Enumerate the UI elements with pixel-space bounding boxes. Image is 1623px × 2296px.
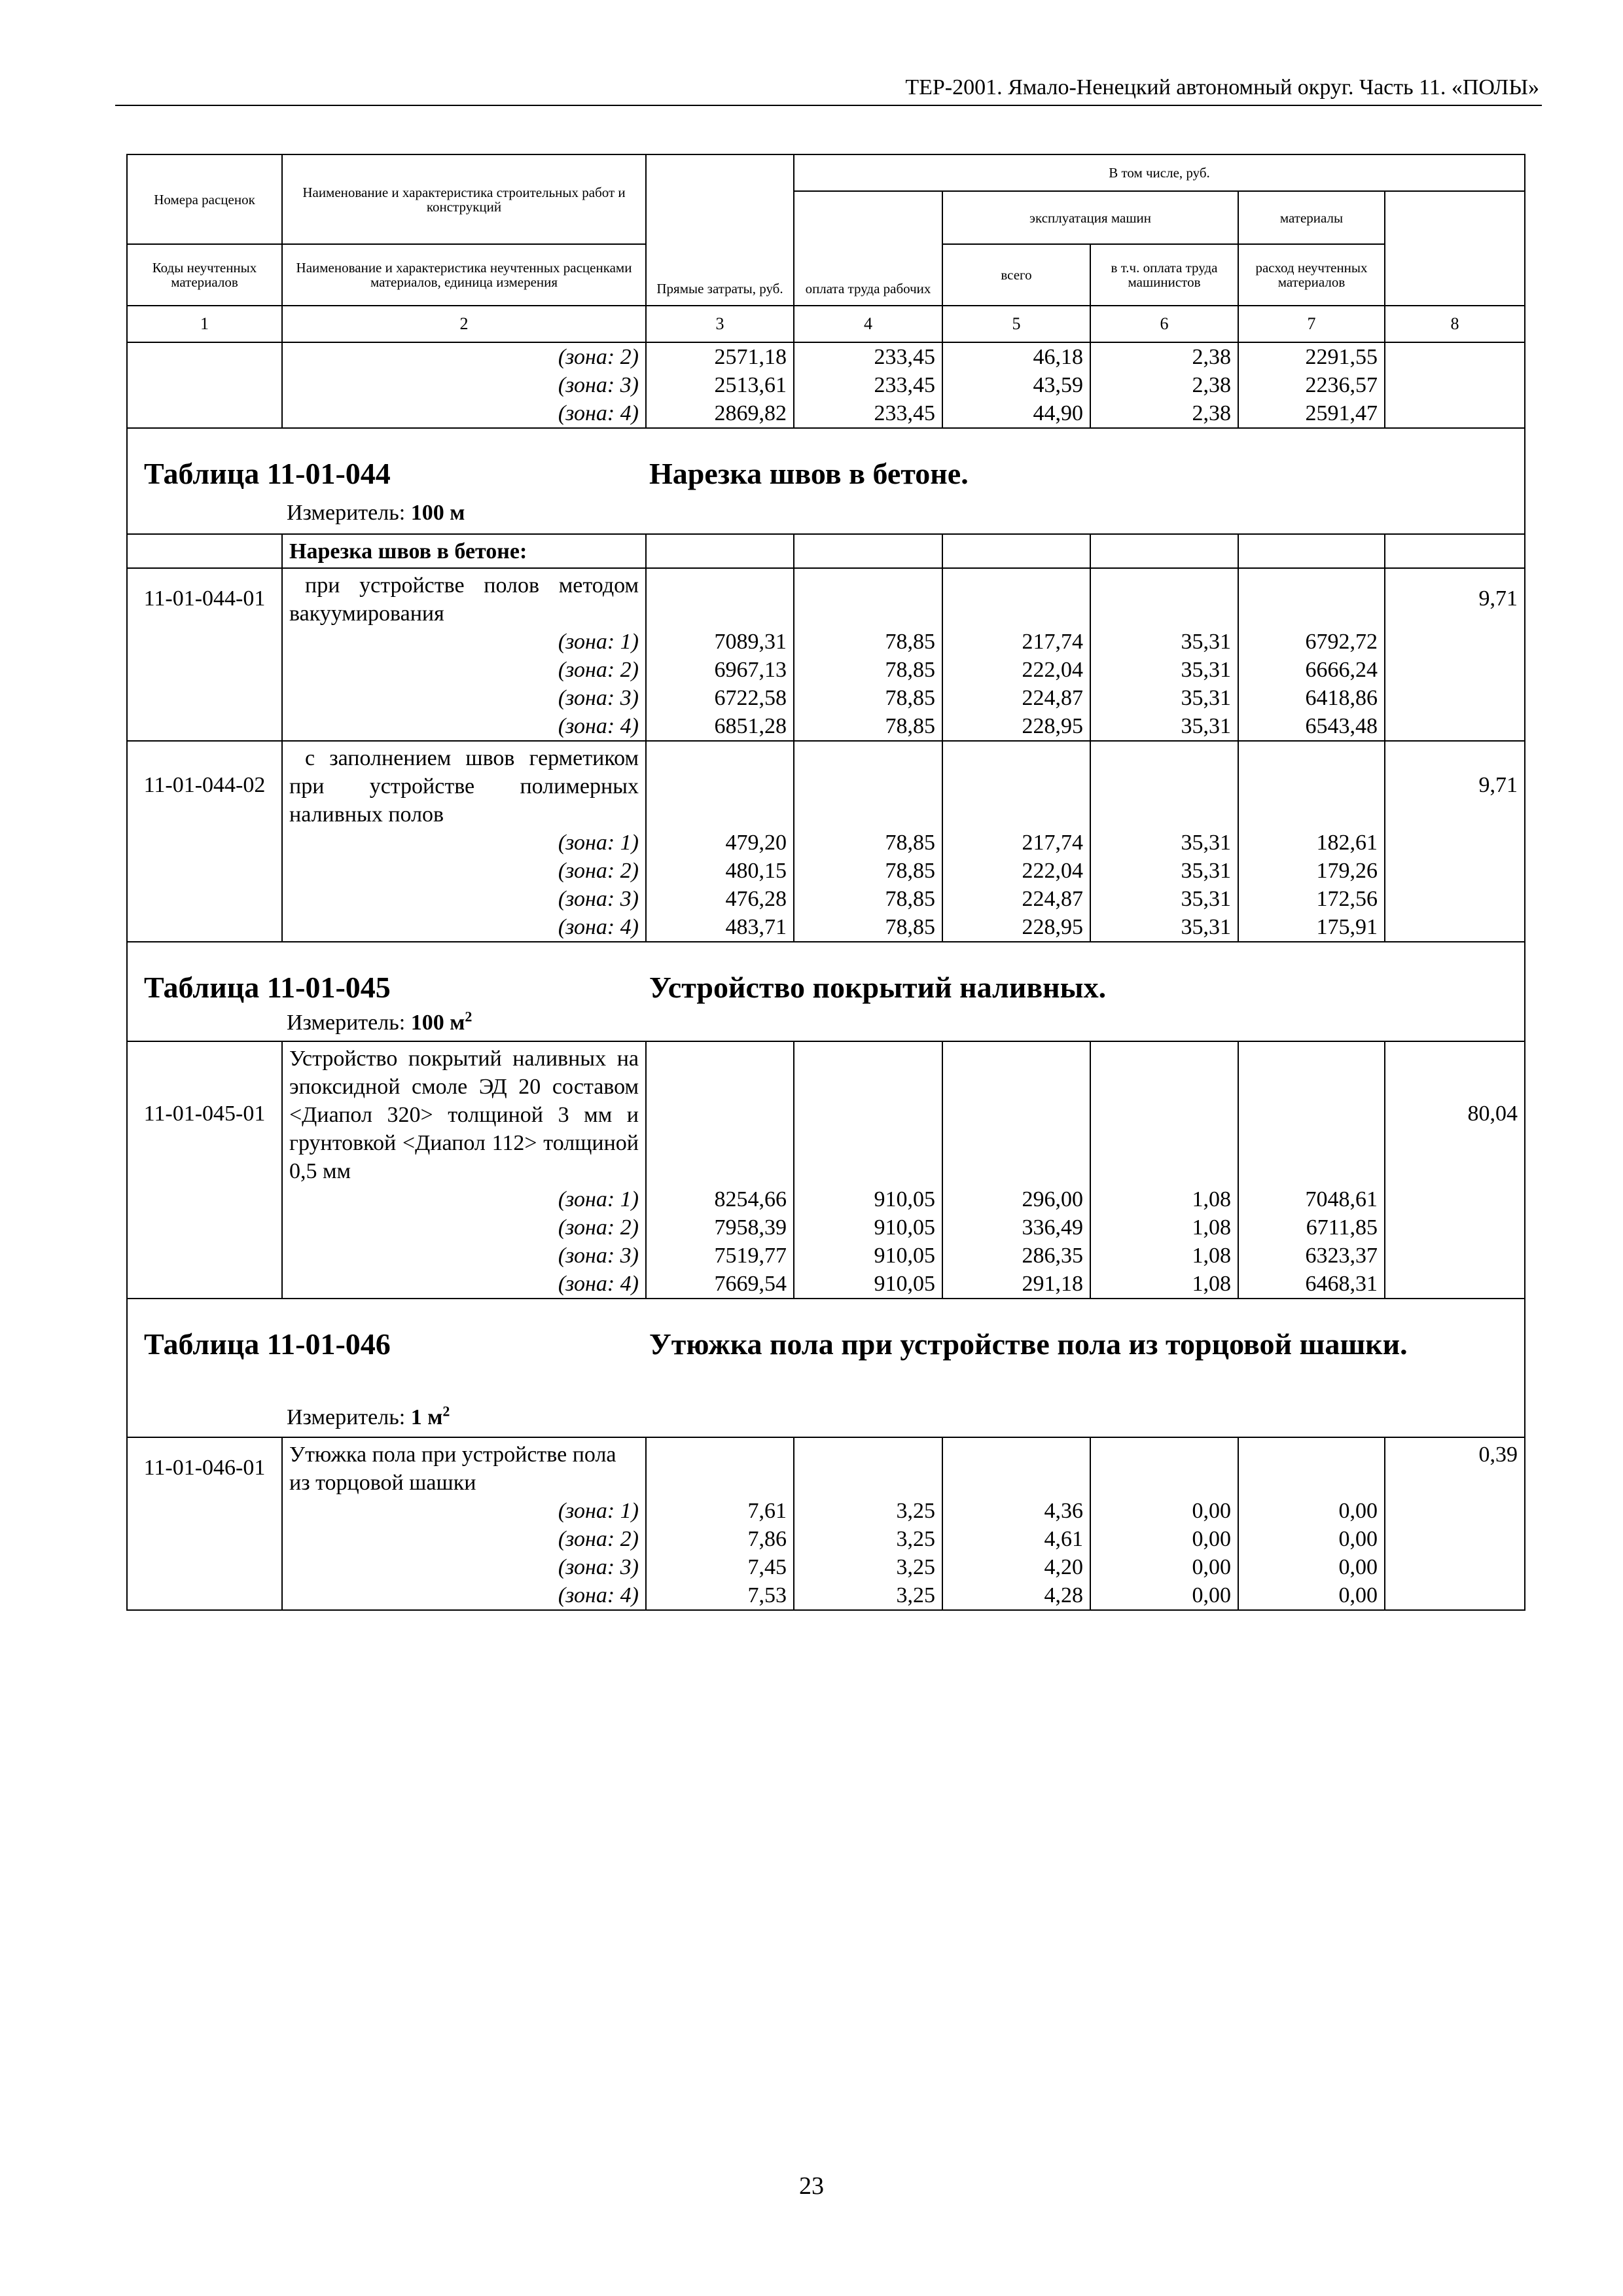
zone-row	[127, 628, 1525, 656]
materials-cost: 0,00	[1238, 1497, 1385, 1525]
head-machinists-pay: в т.ч. оплата труда машинистов	[1090, 244, 1238, 306]
table-head	[127, 154, 1525, 342]
zone-row	[127, 1242, 1525, 1270]
head-labor-pay: оплата труда рабочих	[794, 191, 942, 306]
zone-label: (зона: 4)	[282, 913, 646, 942]
zone-row	[127, 1213, 1525, 1242]
zone-label: (зона: 4)	[282, 712, 646, 741]
labor-pay: 3,25	[794, 1497, 942, 1525]
machines-total: 44,90	[942, 399, 1090, 428]
machines-total: 217,74	[942, 829, 1090, 857]
direct-cost: 483,71	[646, 913, 794, 942]
materials-cost: 6418,86	[1238, 684, 1385, 712]
materials-cost: 0,00	[1238, 1553, 1385, 1581]
col-number: 5	[942, 306, 1090, 342]
zone-row	[127, 1581, 1525, 1610]
zone-row	[127, 913, 1525, 942]
col-number: 3	[646, 306, 794, 342]
zone-row	[127, 342, 1525, 371]
col-number: 6	[1090, 306, 1238, 342]
section-11-01-045	[127, 942, 1525, 1299]
materials-cost: 6323,37	[1238, 1242, 1385, 1270]
rate-code: 11-01-044-01	[127, 568, 282, 628]
zone-row	[127, 371, 1525, 399]
machinists-pay: 2,38	[1090, 371, 1238, 399]
labor-pay: 78,85	[794, 913, 942, 942]
rate-description: Утюжка пола при устройстве пола из торцовой шашки	[282, 1437, 646, 1497]
rate-row	[127, 1437, 1525, 1497]
machinists-pay: 2,38	[1090, 399, 1238, 428]
col-number: 7	[1238, 306, 1385, 342]
direct-cost: 6722,58	[646, 684, 794, 712]
materials-cost: 172,56	[1238, 885, 1385, 913]
machinists-pay: 0,00	[1090, 1497, 1238, 1525]
section-11-01-044	[127, 428, 1525, 942]
machinists-pay: 0,00	[1090, 1581, 1238, 1610]
direct-cost: 7,45	[646, 1553, 794, 1581]
direct-cost: 7,61	[646, 1497, 794, 1525]
head-work-name: Наименование и характеристика строительных работ и конструкций	[282, 154, 646, 244]
head-rate-numbers: Номера расценок	[127, 154, 282, 244]
running-header: ТЕР-2001. Ямало-Ненецкий автономный округ. Часть 11. «ПОЛЫ»	[905, 75, 1539, 99]
machinists-pay: 35,31	[1090, 857, 1238, 885]
measure-unit: Измеритель: 100 м	[287, 501, 465, 525]
machines-total: 217,74	[942, 628, 1090, 656]
zone-label: (зона: 4)	[282, 1270, 646, 1299]
machinists-pay: 0,00	[1090, 1553, 1238, 1581]
labor-pay: 910,05	[794, 1213, 942, 1242]
machinists-pay: 35,31	[1090, 684, 1238, 712]
labor-hours: 80,04	[1385, 1041, 1525, 1185]
materials-cost: 2591,47	[1238, 399, 1385, 428]
labor-pay: 78,85	[794, 712, 942, 741]
rate-code: 11-01-046-01	[127, 1437, 282, 1497]
rate-description: Устройство покрытий наливных на эпоксидной смоле ЭД 20 составом <Диапол 320> толщиной 3 мм и грунтовкой <Диапол 112> толщиной 0,5 мм	[282, 1041, 646, 1185]
labor-pay: 78,85	[794, 628, 942, 656]
rate-code: 11-01-044-02	[127, 741, 282, 829]
machines-total: 43,59	[942, 371, 1090, 399]
machines-total: 296,00	[942, 1185, 1090, 1213]
price-table	[126, 154, 1525, 1611]
zone-label: (зона: 2)	[282, 1525, 646, 1553]
section-11-01-046	[127, 1299, 1525, 1610]
labor-pay: 233,45	[794, 399, 942, 428]
zone-label: (зона: 3)	[282, 1553, 646, 1581]
labor-pay: 233,45	[794, 371, 942, 399]
head-including: В том числе, руб.	[794, 154, 1525, 191]
direct-cost: 6851,28	[646, 712, 794, 741]
direct-cost: 7519,77	[646, 1242, 794, 1270]
head-unaccounted-names: Наименование и характеристика неучтенных расценками материалов, единица измерения	[282, 244, 646, 306]
zone-label: (зона: 3)	[282, 1242, 646, 1270]
zone-label: (зона: 2)	[282, 857, 646, 885]
head-machines-total: всего	[942, 244, 1090, 306]
table-title: Устройство покрытий наливных.	[649, 971, 1107, 1004]
materials-cost: 182,61	[1238, 829, 1385, 857]
machines-total: 228,95	[942, 712, 1090, 741]
zone-row	[127, 399, 1525, 428]
labor-pay: 3,25	[794, 1553, 942, 1581]
labor-hours: 9,71	[1385, 741, 1525, 829]
machines-total: 4,28	[942, 1581, 1090, 1610]
machinists-pay: 1,08	[1090, 1185, 1238, 1213]
zone-row	[127, 1497, 1525, 1525]
machines-total: 4,61	[942, 1525, 1090, 1553]
zone-label: (зона: 3)	[282, 885, 646, 913]
direct-cost: 476,28	[646, 885, 794, 913]
col-number: 4	[794, 306, 942, 342]
machinists-pay: 2,38	[1090, 342, 1238, 371]
table-number: Таблица 11-01-044	[144, 457, 391, 490]
labor-pay: 78,85	[794, 885, 942, 913]
zone-label: (зона: 3)	[282, 371, 646, 399]
direct-cost: 7,86	[646, 1525, 794, 1553]
machinists-pay: 35,31	[1090, 712, 1238, 741]
table-number: Таблица 11-01-046	[144, 1327, 391, 1361]
section-title-row	[127, 1299, 1525, 1437]
direct-cost: 479,20	[646, 829, 794, 857]
direct-cost: 6967,13	[646, 656, 794, 684]
machinists-pay: 35,31	[1090, 885, 1238, 913]
labor-pay: 3,25	[794, 1581, 942, 1610]
rate-row	[127, 568, 1525, 628]
machinists-pay: 0,00	[1090, 1525, 1238, 1553]
head-machines: эксплуатация машин	[942, 191, 1238, 244]
head-direct-costs: Прямые затраты, руб.	[646, 154, 794, 306]
materials-cost: 6468,31	[1238, 1270, 1385, 1299]
machines-total: 224,87	[942, 885, 1090, 913]
direct-cost: 7089,31	[646, 628, 794, 656]
materials-cost: 6666,24	[1238, 656, 1385, 684]
zone-row	[127, 1553, 1525, 1581]
group-title: Нарезка швов в бетоне:	[282, 534, 646, 568]
machines-total: 336,49	[942, 1213, 1090, 1242]
materials-cost: 175,91	[1238, 913, 1385, 942]
labor-pay: 910,05	[794, 1270, 942, 1299]
materials-cost: 6543,48	[1238, 712, 1385, 741]
rate-description: при устройстве полов методом вакуумирования	[282, 568, 646, 628]
labor-hours: 0,39	[1385, 1437, 1525, 1497]
machines-total: 46,18	[942, 342, 1090, 371]
machinists-pay: 35,31	[1090, 829, 1238, 857]
col-number: 2	[282, 306, 646, 342]
col-number: 1	[127, 306, 282, 342]
materials-cost: 7048,61	[1238, 1185, 1385, 1213]
machines-total: 286,35	[942, 1242, 1090, 1270]
labor-pay: 910,05	[794, 1185, 942, 1213]
group-title-row	[127, 534, 1525, 568]
zone-row	[127, 857, 1525, 885]
zone-label: (зона: 3)	[282, 684, 646, 712]
zone-row	[127, 1525, 1525, 1553]
zone-row	[127, 1185, 1525, 1213]
zone-label: (зона: 2)	[282, 342, 646, 371]
direct-cost: 2513,61	[646, 371, 794, 399]
table-number: Таблица 11-01-045	[144, 971, 391, 1004]
head-materials: материалы	[1238, 191, 1385, 244]
labor-hours: 9,71	[1385, 568, 1525, 628]
zone-label: (зона: 1)	[282, 829, 646, 857]
rate-description: с заполнением швов герметиком при устройстве полимерных наливных полов	[282, 741, 646, 829]
machines-total: 4,36	[942, 1497, 1090, 1525]
zone-row	[127, 712, 1525, 741]
machines-total: 222,04	[942, 857, 1090, 885]
zone-label: (зона: 1)	[282, 628, 646, 656]
labor-pay: 233,45	[794, 342, 942, 371]
zone-label: (зона: 1)	[282, 1497, 646, 1525]
labor-pay: 3,25	[794, 1525, 942, 1553]
direct-cost: 2571,18	[646, 342, 794, 371]
measure-unit: Измеритель: 1 $м^2$	[287, 1403, 450, 1429]
materials-cost: 0,00	[1238, 1525, 1385, 1553]
machinists-pay: 1,08	[1090, 1242, 1238, 1270]
labor-pay: 78,85	[794, 684, 942, 712]
labor-pay: 78,85	[794, 656, 942, 684]
rate-code: 11-01-045-01	[127, 1041, 282, 1185]
zone-row	[127, 1270, 1525, 1299]
labor-pay: 78,85	[794, 829, 942, 857]
carryover-rows	[127, 342, 1525, 428]
machinists-pay: 1,08	[1090, 1213, 1238, 1242]
direct-cost: 7958,39	[646, 1213, 794, 1242]
zone-row	[127, 684, 1525, 712]
zone-label: (зона: 2)	[282, 656, 646, 684]
direct-cost: 480,15	[646, 857, 794, 885]
direct-cost: 2869,82	[646, 399, 794, 428]
zone-label: (зона: 4)	[282, 399, 646, 428]
zone-row	[127, 829, 1525, 857]
col-number: 8	[1385, 306, 1525, 342]
zone-row	[127, 656, 1525, 684]
materials-cost: 6792,72	[1238, 628, 1385, 656]
materials-cost: 2291,55	[1238, 342, 1385, 371]
materials-cost: 6711,85	[1238, 1213, 1385, 1242]
head-unaccounted-codes: Коды неучтенных материалов	[127, 244, 282, 306]
direct-cost: 8254,66	[646, 1185, 794, 1213]
machines-total: 222,04	[942, 656, 1090, 684]
materials-cost: 0,00	[1238, 1581, 1385, 1610]
materials-cost: 2236,57	[1238, 371, 1385, 399]
direct-cost: 7669,54	[646, 1270, 794, 1299]
section-title-row	[127, 428, 1525, 534]
machines-total: 228,95	[942, 913, 1090, 942]
measure-unit: Измеритель: 100 $м^2$	[287, 1008, 473, 1035]
direct-cost: 7,53	[646, 1581, 794, 1610]
labor-pay: 910,05	[794, 1242, 942, 1270]
rate-row	[127, 741, 1525, 829]
machinists-pay: 35,31	[1090, 913, 1238, 942]
table-title: Нарезка швов в бетоне.	[649, 457, 969, 490]
rate-row	[127, 1041, 1525, 1185]
machinists-pay: 35,31	[1090, 628, 1238, 656]
materials-cost: 179,26	[1238, 857, 1385, 885]
machines-total: 291,18	[942, 1270, 1090, 1299]
zone-label: (зона: 1)	[282, 1185, 646, 1213]
table-title: Утюжка пола при устройстве пола из торцовой шашки.	[649, 1327, 1408, 1361]
labor-pay: 78,85	[794, 857, 942, 885]
page-number: 23	[799, 2172, 824, 2200]
zone-row	[127, 885, 1525, 913]
machinists-pay: 1,08	[1090, 1270, 1238, 1299]
zone-label: (зона: 4)	[282, 1581, 646, 1610]
zone-label: (зона: 2)	[282, 1213, 646, 1242]
machines-total: 4,20	[942, 1553, 1090, 1581]
machinists-pay: 35,31	[1090, 656, 1238, 684]
header-rule	[115, 105, 1542, 106]
head-materials-use: расход неучтенных материалов	[1238, 244, 1385, 306]
machines-total: 224,87	[942, 684, 1090, 712]
section-title-row	[127, 942, 1525, 1041]
